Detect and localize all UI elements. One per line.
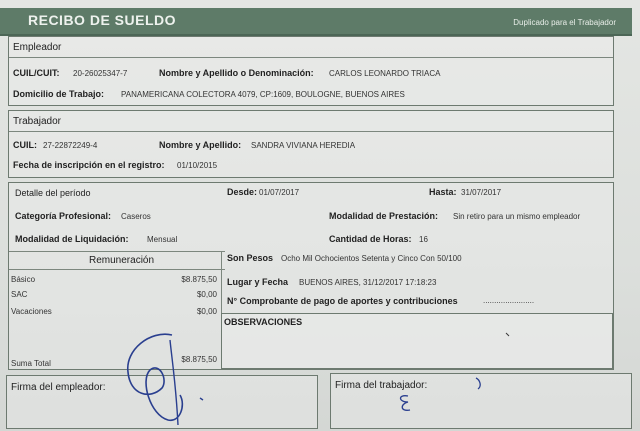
horas-value: 16	[419, 235, 428, 244]
categoria-value: Caseros	[121, 212, 151, 221]
trabajador-nombre-label: Nombre y Apellido:	[159, 140, 242, 150]
receipt-subtitle: Duplicado para el Trabajador	[513, 18, 616, 27]
remuneracion-item-value: $0,00	[196, 290, 217, 299]
empleador-divider	[9, 57, 613, 58]
comprobante-value: .......................	[483, 296, 535, 305]
firma-empleador-label: Firma del empleador:	[11, 382, 106, 393]
detalle-periodo-label: Detalle del período	[15, 188, 91, 198]
trabajador-cuil-value: 27-22872249-4	[43, 141, 98, 150]
lugar-fecha-value: BUENOS AIRES, 31/12/2017 17:18:23	[299, 278, 437, 287]
firma-trabajador-box	[330, 373, 632, 429]
son-pesos-value: Ocho Mil Ochocientos Setenta y Cinco Con 50/100	[281, 254, 462, 263]
remuneracion-item-label: Básico	[11, 275, 36, 284]
empleador-nombre-value: CARLOS LEONARDO TRIACA	[329, 69, 441, 78]
lugar-fecha-label: Lugar y Fecha	[227, 277, 289, 287]
son-pesos-label: Son Pesos	[227, 253, 274, 263]
trabajador-section-label: Trabajador	[13, 116, 61, 127]
receipt-title: RECIBO DE SUELDO	[28, 12, 177, 28]
remuneracion-title: Remuneración	[89, 255, 155, 266]
desde-label: Desde:	[227, 187, 258, 197]
desde-value: 01/07/2017	[259, 188, 300, 197]
modalidad-prestacion-label: Modalidad de Prestación:	[329, 211, 439, 221]
empleador-domicilio-label: Domicilio de Trabajo:	[13, 89, 105, 99]
modalidad-liquidacion-label: Modalidad de Liquidación:	[15, 234, 129, 244]
comprobante-label: N° Comprobante de pago de aportes y contribuciones	[227, 296, 458, 306]
suma-total-value: $8.875,50	[181, 355, 217, 364]
hasta-value: 31/07/2017	[461, 188, 502, 197]
remuneracion-item-label: SAC	[11, 290, 28, 299]
horas-label: Cantidad de Horas:	[329, 234, 412, 244]
trabajador-cuil-label: CUIL:	[13, 140, 37, 150]
hasta-label: Hasta:	[429, 187, 457, 197]
empleador-section	[8, 36, 614, 106]
observaciones-label: OBSERVACIONES	[224, 317, 303, 327]
modalidad-prestacion-value: Sin retiro para un mismo empleador	[453, 212, 581, 221]
empleador-cuil-label: CUIL/CUIT:	[13, 68, 60, 78]
empleador-cuil-value: 20-26025347-7	[73, 69, 128, 78]
observaciones-box	[221, 313, 613, 369]
trabajador-fecha-value: 01/10/2015	[177, 161, 218, 170]
remuneracion-top-rule	[9, 251, 225, 252]
firma-empleador-box	[6, 375, 318, 429]
empleador-section-label: Empleador	[13, 42, 62, 53]
remuneracion-item-value: $8.875,50	[181, 275, 217, 284]
trabajador-divider	[9, 131, 613, 132]
trabajador-nombre-value: SANDRA VIVIANA HEREDIA	[251, 141, 356, 150]
modalidad-liquidacion-value: Mensual	[147, 235, 178, 244]
receipt-header	[0, 8, 632, 36]
remuneracion-item-label: Vacaciones	[11, 307, 52, 316]
trabajador-section	[8, 110, 614, 178]
trabajador-fecha-label: Fecha de inscripción en el registro:	[13, 160, 165, 170]
detalle-section	[8, 182, 614, 370]
suma-total-label: Suma Total	[11, 359, 51, 368]
empleador-domicilio-value: PANAMERICANA COLECTORA 4079, CP:1609, BOULOGNE, BUENOS AIRES	[121, 90, 405, 99]
remuneracion-item-value: $0,00	[196, 307, 217, 316]
firma-trabajador-label: Firma del trabajador:	[335, 380, 428, 391]
categoria-label: Categoría Profesional:	[15, 211, 112, 221]
empleador-nombre-label: Nombre y Apellido o Denominación:	[159, 68, 314, 78]
remuneracion-bottom-rule	[9, 269, 225, 270]
